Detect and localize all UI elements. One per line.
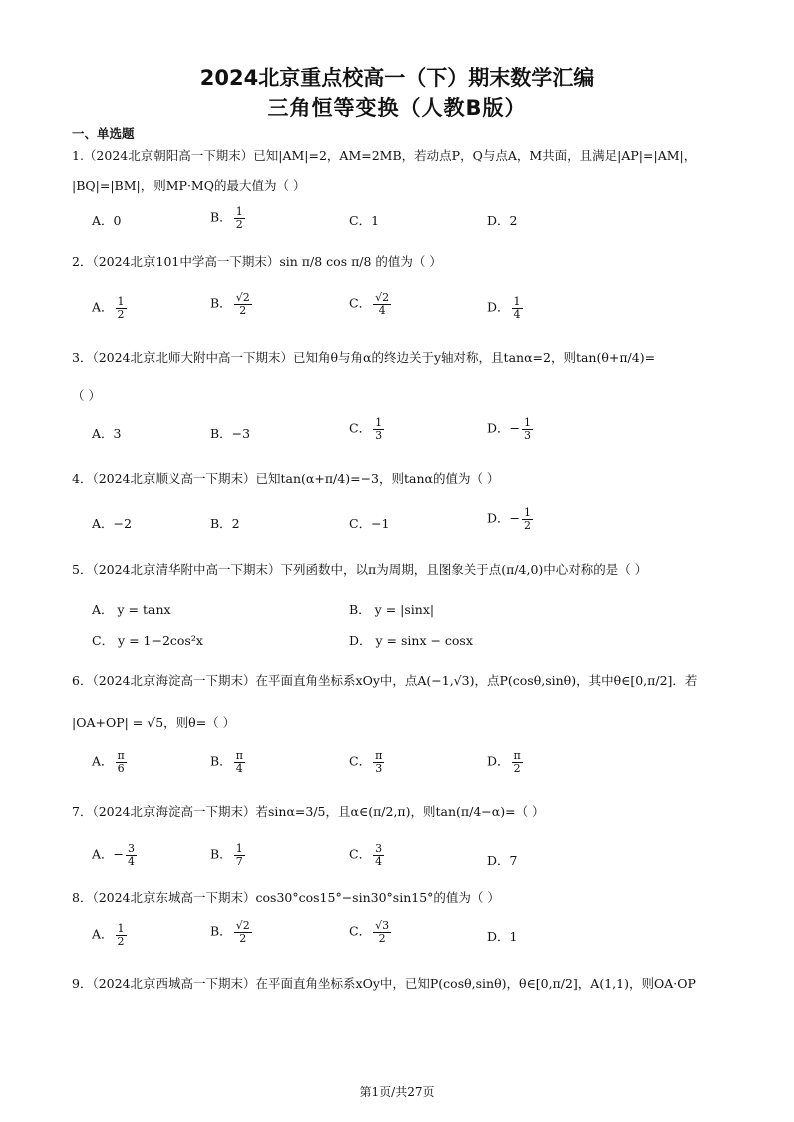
q7-option-b: B． $\frac{1}{7}$ <box>210 842 243 868</box>
q7-option-c: C． $\frac{3}{4}$ <box>349 842 383 868</box>
question-9: 9．（2024北京西城高一下期末）在平面直角坐标系xOy中，已知P(cosθ,sinθ)，θ∈[0,π/2]，A(1,1)，则OA·OP <box>72 976 696 991</box>
q2-option-d: D． $\frac{1}{4}$ <box>487 295 521 321</box>
question-1-line-1 <box>72 146 696 164</box>
page-subtitle: 三角恒等变换（人教B版） <box>267 96 527 120</box>
q6-option-d: D． $\frac{\pi}{2}$ <box>487 749 521 775</box>
q6-option-b: B． $\frac{\pi}{4}$ <box>210 749 243 775</box>
q3-option-b: B．−3 <box>210 426 251 441</box>
q4-option-c: C．−1 <box>349 516 390 531</box>
question-7: 7．（2024北京海淀高一下期末）若sinα=3/5，且α∈(π/2,π)，则tan(π/4−α)=（ ） <box>72 804 545 819</box>
question-4: 4．（2024北京顺义高一下期末）已知tan(α+π/4)=−3，则tanα的值为（ ） <box>72 471 500 486</box>
page-footer: 第1页/共27页 <box>359 1085 435 1099</box>
q2-option-a: A． $\frac{1}{2}$ <box>92 295 125 321</box>
q5-option-c: C． y = 1−2cos²x <box>92 633 203 648</box>
q4-option-a: A．−2 <box>92 516 132 531</box>
q1-option-d: D．2 <box>487 213 518 228</box>
question-1-condition: |AM|=2，AM=2MB，若动点P，Q与点A，M共面，且满足|AP|=|AM|， <box>278 148 697 163</box>
q1-option-b: B． $\frac{1}{2}$ <box>210 205 243 231</box>
question-6-line-2: |OA+OP| = √5，则θ=（ ） <box>72 715 236 730</box>
q2-option-b: B． $\frac{√2}{2}$ <box>210 291 250 317</box>
q4-option-b: B．2 <box>210 516 240 531</box>
question-6-line-1: 6．（2024北京海淀高一下期末）在平面直角坐标系xOy中，点A(−1,√3)，点P(cosθ,sinθ)，其中θ∈[0,π/2]．若 <box>72 673 698 688</box>
page-title: 2024北京重点校高一（下）期末数学汇编 <box>199 66 595 90</box>
q1-option-a: A．0 <box>92 213 122 228</box>
q8-option-d: D．1 <box>487 929 518 944</box>
q1-option-c: C．1 <box>349 213 380 228</box>
section-heading: 一、单选题 <box>72 126 135 141</box>
question-3-paren: （ ） <box>72 388 101 403</box>
question-2: 2．（2024北京101中学高一下期末）sin π/8 cos π/8 的值为（ ） <box>72 254 442 269</box>
question-1-source: 1.（2024北京朝阳高一下期末）已知 <box>72 148 279 163</box>
q8-option-b: B． $\frac{√2}{2}$ <box>210 919 250 945</box>
q5-option-d: D． y = sinx − cosx <box>349 633 473 648</box>
q3-option-a: A．3 <box>92 426 122 441</box>
q4-option-d: D．− $\frac{1}{2}$ <box>487 506 531 532</box>
q3-option-c: C． $\frac{1}{3}$ <box>349 416 383 442</box>
question-8: 8．（2024北京东城高一下期末）cos30°cos15°−sin30°sin15°的值为（ ） <box>72 890 500 905</box>
q7-option-d: D．7 <box>487 853 518 868</box>
question-5: 5．（2024北京清华附中高一下期末）下列函数中，以π为周期，且图象关于点(π/4,0)中心对称的是（ ） <box>72 562 648 577</box>
question-1-line-2: |BQ|=|BM|，则MP·MQ的最大值为（ ） <box>72 178 306 193</box>
q5-option-b: B． y = |sinx| <box>349 602 435 617</box>
question-3: 3．（2024北京北师大附中高一下期末）已知角θ与角α的终边关于y轴对称，且tanα=2，则tan(θ+π/4)= <box>72 350 656 365</box>
q2-option-c: C． $\frac{√2}{4}$ <box>349 291 390 317</box>
q6-option-a: A． $\frac{\pi}{6}$ <box>92 749 125 775</box>
q7-option-a: A．− $\frac{3}{4}$ <box>92 842 136 868</box>
q8-option-c: C． $\frac{√3}{2}$ <box>349 919 390 945</box>
q3-option-d: D．− $\frac{1}{3}$ <box>487 416 531 442</box>
q5-option-a: A． y = tanx <box>92 602 171 617</box>
q6-option-c: C． $\frac{\pi}{3}$ <box>349 749 383 775</box>
q8-option-a: A． $\frac{1}{2}$ <box>92 922 125 948</box>
